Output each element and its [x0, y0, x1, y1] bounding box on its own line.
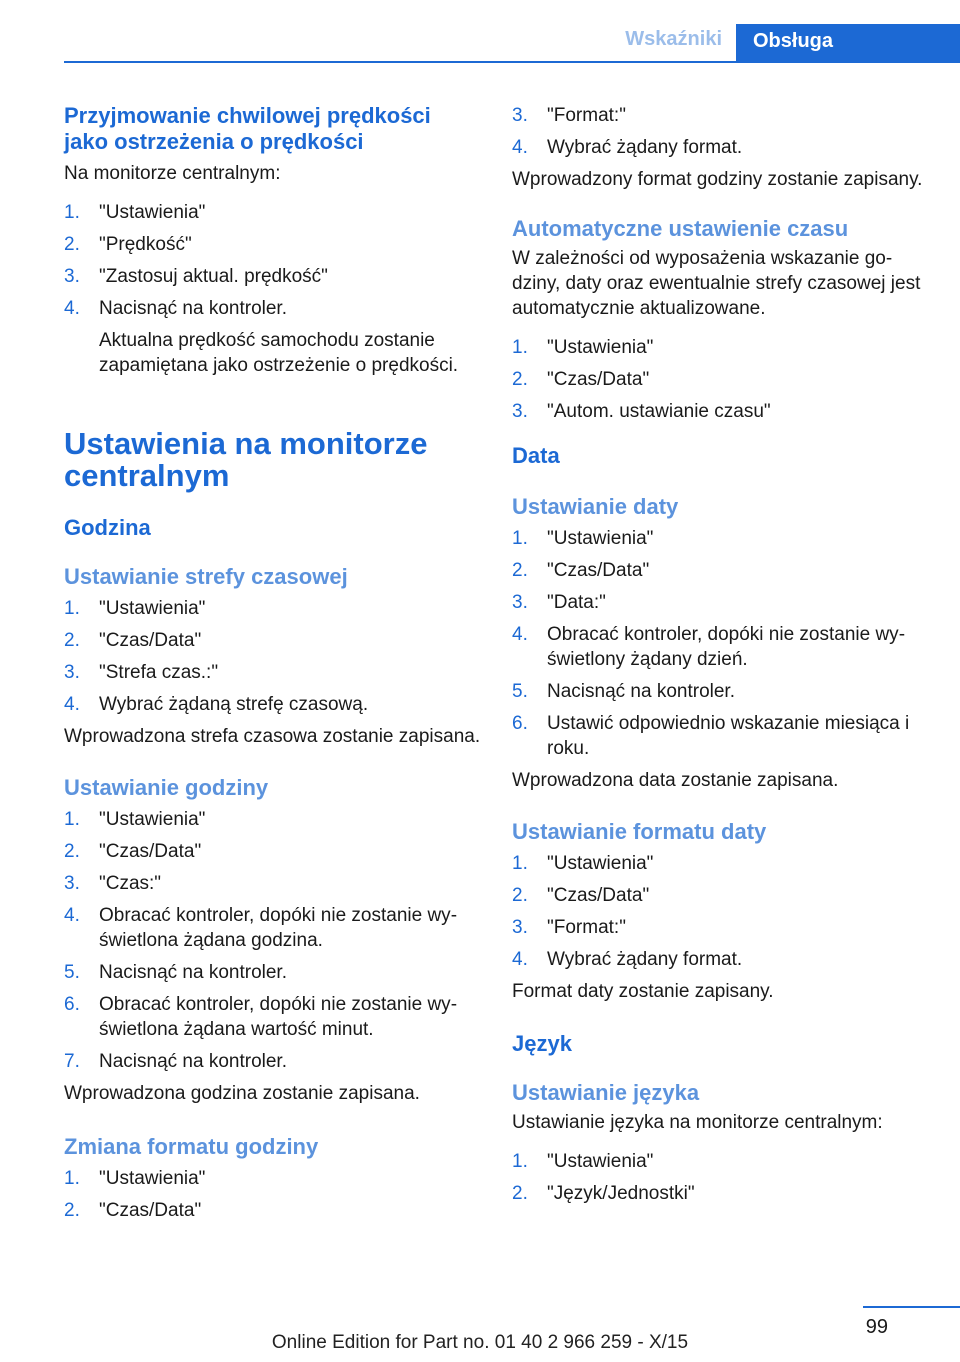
step-number: 3.	[512, 401, 528, 422]
step-text: Wybrać żądany format.	[547, 137, 743, 158]
step-text: Wybrać żądany format.	[547, 949, 743, 970]
list-item	[512, 947, 928, 972]
heading-central-monitor: Ustawienia na monitorze centralnym	[64, 426, 428, 493]
heading-change-time-format: Zmiana formatu godziny	[64, 1134, 319, 1159]
list-item	[64, 903, 482, 953]
list-item	[512, 1149, 928, 1174]
step-number: 2.	[512, 560, 528, 581]
list-item	[64, 596, 482, 621]
step-number: 1.	[64, 809, 80, 830]
list-item	[512, 335, 928, 360]
step-number: 3.	[64, 873, 80, 894]
result-text: Format daty zostanie zapisany.	[512, 981, 774, 1002]
list-item	[512, 526, 928, 551]
list-item	[64, 839, 482, 864]
list-item	[64, 296, 482, 321]
steps-list	[512, 103, 928, 160]
step-number: 3.	[512, 592, 528, 613]
step-number: 2.	[64, 234, 80, 255]
step-number: 2.	[64, 841, 80, 862]
heading-set-date: Ustawianie daty	[512, 494, 679, 519]
heading-date-format: Ustawianie formatu daty	[512, 819, 767, 844]
list-item	[512, 915, 928, 940]
steps-list	[512, 335, 928, 424]
step-number: 3.	[512, 917, 528, 938]
right-column	[512, 103, 928, 1213]
step-number: 6.	[512, 713, 528, 734]
step-number: 3.	[64, 266, 80, 287]
left-column	[64, 103, 482, 1230]
step-number: 3.	[64, 662, 80, 683]
step-number: 4.	[64, 905, 80, 926]
step-text: "Ustawienia"	[99, 1168, 206, 1189]
section-tab-obsluga[interactable]: Obsługa	[736, 24, 960, 62]
step-text: Nacisnąć na kontroler.	[547, 681, 735, 702]
step-number: 2.	[64, 630, 80, 651]
list-item	[512, 590, 928, 615]
list-item	[64, 660, 482, 685]
step-number: 4.	[512, 137, 528, 158]
step-text: Obracać kontroler, dopóki nie zostanie wyświetlona żądana godzina.	[99, 905, 458, 951]
footer-rule	[863, 1306, 960, 1308]
heading-godzina: Godzina	[64, 515, 151, 540]
step-text: Obracać kontroler, dopóki nie zostanie wyświetlona żądana wartość minut.	[99, 994, 458, 1040]
step-text: Wybrać żądaną strefę czasową.	[99, 694, 369, 715]
step-text: "Autom. ustawianie czasu"	[547, 401, 771, 422]
step-text: "Strefa czas.:"	[99, 662, 219, 683]
step-number: 4.	[64, 298, 80, 319]
steps-list	[512, 851, 928, 972]
step-text: "Format:"	[547, 105, 626, 126]
list-item	[64, 628, 482, 653]
list-item	[64, 200, 482, 225]
step-text: "Ustawienia"	[99, 202, 206, 223]
result-text: Wprowadzona data zostanie zapisana.	[512, 770, 839, 791]
list-item	[512, 135, 928, 160]
step-text: Nacisnąć na kontroler.	[99, 1051, 287, 1072]
step-text: Obracać kontroler, dopóki nie zostanie wyświetlony żądany dzień.	[547, 624, 906, 670]
result-text: Wprowadzony format godziny zostanie zapisany.	[512, 169, 923, 190]
step-number: 1.	[64, 202, 80, 223]
list-item	[64, 232, 482, 257]
step-number: 1.	[64, 598, 80, 619]
step-text: "Język/Jednostki"	[547, 1183, 695, 1204]
step-text: Nacisnąć na kontroler.	[99, 962, 287, 983]
list-item	[64, 1166, 482, 1191]
step-number: 4.	[512, 949, 528, 970]
step-text: "Ustawienia"	[547, 528, 654, 549]
steps-list	[512, 526, 928, 761]
section-tab-wskazniki[interactable]: Wskaźniki	[625, 28, 722, 50]
step-text: "Ustawienia"	[99, 598, 206, 619]
step-note: Aktualna prędkość samochodu zostanie zapamiętana jako ostrzeżenie o prędkości.	[99, 330, 459, 376]
step-number: 3.	[512, 105, 528, 126]
list-item	[64, 807, 482, 832]
step-text: "Czas/Data"	[99, 1200, 202, 1221]
list-item	[64, 264, 482, 289]
page-header	[64, 24, 960, 62]
list-item	[64, 1049, 482, 1074]
intro-text: Na monitorze centralnym:	[64, 163, 281, 184]
list-item	[512, 851, 928, 876]
steps-list	[64, 807, 482, 1074]
step-number: 2.	[512, 1183, 528, 1204]
steps-list	[64, 200, 482, 321]
list-item	[512, 679, 928, 704]
result-text: Wprowadzona godzina zostanie zapisana.	[64, 1083, 420, 1104]
step-text: "Ustawienia"	[547, 1151, 654, 1172]
step-text: "Format:"	[547, 917, 626, 938]
result-text: Wprowadzona strefa czasowa zostanie zapisana.	[64, 726, 481, 747]
step-number: 4.	[512, 624, 528, 645]
step-number: 4.	[64, 694, 80, 715]
step-number: 1.	[512, 337, 528, 358]
step-text: "Czas/Data"	[99, 630, 202, 651]
step-number: 2.	[512, 885, 528, 906]
list-item	[512, 367, 928, 392]
heading-speed-warning: Przyjmowanie chwilowej prędkości jako ostrzeżenia o prędkości	[64, 103, 431, 154]
list-item	[64, 1198, 482, 1223]
step-text: "Ustawienia"	[547, 337, 654, 358]
step-number: 1.	[512, 853, 528, 874]
list-item	[64, 960, 482, 985]
step-text: "Ustawienia"	[99, 809, 206, 830]
steps-list	[64, 596, 482, 717]
heading-jezyk: Język	[512, 1031, 572, 1056]
step-number: 2.	[512, 369, 528, 390]
step-text: "Ustawienia"	[547, 853, 654, 874]
list-item	[512, 103, 928, 128]
step-text: Ustawić odpowiednio wskazanie miesiąca i roku.	[547, 713, 910, 759]
step-text: "Czas/Data"	[99, 841, 202, 862]
page-number: 99	[865, 1316, 888, 1338]
step-number: 7.	[64, 1051, 80, 1072]
step-number: 1.	[512, 1151, 528, 1172]
step-text: "Data:"	[547, 592, 606, 613]
step-text: "Czas/Data"	[547, 885, 650, 906]
step-text: Nacisnąć na kontroler.	[99, 298, 287, 319]
heading-time-zone: Ustawianie strefy czasowej	[64, 564, 348, 589]
heading-set-language: Ustawianie języka	[512, 1080, 700, 1105]
step-number: 2.	[64, 1200, 80, 1221]
heading-auto-time: Automatyczne ustawienie czasu	[512, 216, 849, 241]
step-text: "Czas/Data"	[547, 560, 650, 581]
list-item	[64, 692, 482, 717]
heading-set-time: Ustawianie godziny	[64, 775, 269, 800]
step-text: "Prędkość"	[99, 234, 192, 255]
step-number: 6.	[64, 994, 80, 1015]
step-text: "Zastosuj aktual. prędkość"	[99, 266, 328, 287]
step-number: 5.	[512, 681, 528, 702]
intro-text: Ustawianie języka na monitorze centralnym:	[512, 1112, 883, 1133]
list-item	[512, 558, 928, 583]
steps-list	[64, 1166, 482, 1223]
list-item	[512, 622, 928, 672]
step-text: "Czas:"	[99, 873, 162, 894]
step-number: 1.	[512, 528, 528, 549]
steps-list	[512, 1149, 928, 1206]
step-number: 5.	[64, 962, 80, 983]
list-item	[512, 399, 928, 424]
list-item	[512, 711, 928, 761]
list-item	[64, 992, 482, 1042]
step-number: 1.	[64, 1168, 80, 1189]
step-text: "Czas/Data"	[547, 369, 650, 390]
intro-text: W zależności od wyposażenia wskazanie godziny, daty oraz ewentualnie strefy czasowej jest automatycznie aktualizowane.	[512, 248, 921, 319]
list-item	[64, 871, 482, 896]
list-item	[512, 883, 928, 908]
edition-footer: Online Edition for Part no. 01 40 2 966 259 - X/15	[271, 1332, 689, 1353]
heading-data: Data	[512, 443, 560, 468]
list-item	[512, 1181, 928, 1206]
